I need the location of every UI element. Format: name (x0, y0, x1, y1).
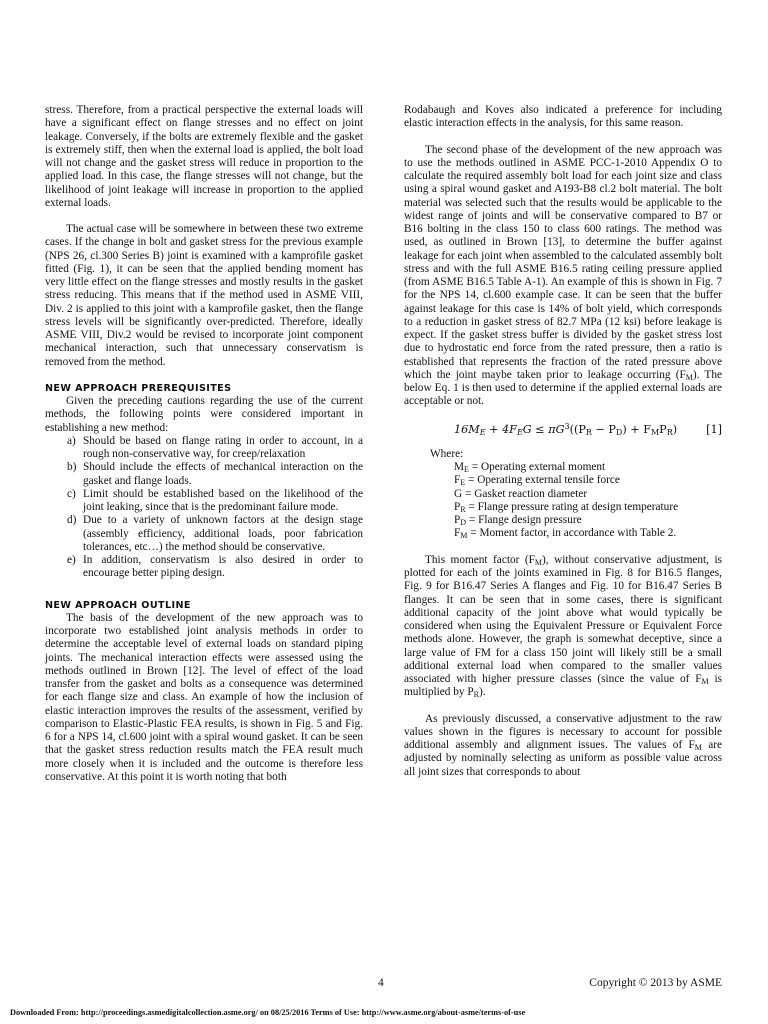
definition-item: $F_E$ = Operating external tensile force (454, 474, 620, 488)
list-label: e) (67, 554, 76, 566)
paragraph: Rodabaugh and Koves also indicated a preference for including elastic interaction effects in the analysis, for this same reason. (404, 104, 722, 130)
paragraph: stress. Therefore, from a practical perspective the external loads will have a significant effect on flange stresses and no effect on joint leakage. Conversely, if the bolts are extremely flexible and the gasket is extremely stiff, then when the external load is applied, the bolt load will not change and the gasket stress will reduce in proportion to the applied load. In this case, the flange stresses will not change, but the likelihood of joint leakage will increase in proportion to the applied external loads. (45, 104, 363, 209)
list-text: In addition, conservatism is also desired in order to encourage better piping design. (83, 554, 363, 580)
list-label: b) (67, 461, 77, 474)
list-item (67, 435, 363, 462)
definition-item: $P_D$ = Flange design pressure (454, 514, 582, 528)
list-item (67, 554, 363, 581)
definition-item: $M_E$ = Operating external moment (454, 461, 606, 474)
list-text: Limit should be established based on the likelihood of the joint leaking, since that is the predominant failure mode. (83, 487, 363, 513)
definition-item: $P_R$ = Flange pressure rating at design temperature (454, 500, 679, 514)
page-number: 4 (378, 977, 384, 989)
where-label: Where: (430, 447, 464, 460)
right-column (404, 104, 722, 779)
list-item (67, 488, 363, 515)
symbol-definitions (430, 461, 722, 541)
paragraph: As previously discussed, a conservative adjustment to the raw values shown in the figures is necessary to account for possible additional assembly and alignment issues. The values of $F_M$ are adjusted by nominally selecting as uniform as possible value across all joint sizes that corresponds to about (404, 712, 722, 778)
list-label: d) (67, 514, 77, 527)
equation-number: [1] (706, 422, 722, 436)
left-column (45, 104, 363, 784)
equation-1 (404, 423, 722, 436)
definition-item: $F_M$ = Moment factor, in accordance with Table 2. (454, 527, 677, 541)
definition-item: G = Gasket reaction diameter (454, 487, 588, 500)
list-label: c) (67, 487, 76, 500)
section-heading-outline: NEW APPROACH OUTLINE (45, 599, 191, 611)
paragraph: Given the preceding cautions regarding the use of the current methods, the following points were considered important in establishing a new method: (45, 395, 363, 434)
paragraph: This moment factor $(F_M)$, without conservative adjustment, is plotted for each of the joints examined in Fig. 8 for B16.5 flanges, Fig. 9 for B16.47 Series A flanges and Fig. 10 for B16.47 Series B flanges. It can be seen that in some cases, there is significant additional capacity of the joint above what would typically be considered when using the Equivalent Pressure or Equivalent Force methods alone. However, the graph is somewhat deceptive, since a large value of FM for a class 150 joint will likely still be a small additional external load when compared to the smaller values associated with higher pressure classes (since the value of $F_M$ is multiplied by $P_R$). (404, 553, 722, 700)
where-block (404, 448, 722, 541)
list-text: Due to a variety of unknown factors at the design stage (assembly efficiency, additional loads, poor fabrication tolerances, etc…) the method should be conservative. (83, 514, 363, 553)
paragraph: The second phase of the development of the new approach was to use the methods outlined in ASME PCC-1-2010 Appendix O to calculate the required assembly bolt load for each joint size and class using a spiral wound gasket and A193-B8 cl.2 bolt material. The bolt material was selected such that the results would be applicable to the widest range of joints and will be conservative compared to B7 or B16 bolting in the class 150 to class 600 ratings. The method was used, as outlined in Brown [13], to determine the buffer against leakage for each joint when assembled to the calculated assembly bolt stress and with the full ASME B16.5 rating ceiling pressure applied (from ASME B16.5 Table A-1). An example of this is shown in Fig. 7 for the NPS 14, cl.600 example case. It can be seen that the buffer against leakage for this case is 14% of bolt yield, which corresponds to a reduction in gasket stress of 82.7 MPa (12 ksi) before leakage is expect. If the gasket stress buffer is divided by the gasket stress lost due to hydrostatic end force from the rated pressure, then a ratio is established that represents the fraction of the rated pressure above which the joint maybe taken prior to leakage occurring $(F_M)$. The below Eq. 1 is then used to determine if the applied external loads are acceptable or not. (404, 143, 722, 408)
section-heading-prerequisites: NEW APPROACH PREREQUISITES (45, 382, 232, 394)
list-text: Should be based on flange rating in order to account, in a rough non-conservative way, for creep/relaxation (83, 434, 363, 460)
copyright-notice: Copyright © 2013 by ASME (589, 977, 722, 989)
equation-formula: $16M_E + 4F_EG \le \pi G^3((P_R - P_D) + F_MP_R)$ (454, 421, 678, 437)
paragraph: The actual case will be somewhere in between these two extreme cases. If the change in bolt and gasket stress for the previous example (NPS 26, cl.300 Series B) joint is examined with a kamprofile gasket fitted (Fig. 1), it can be seen that the applied bending moment has very little effect on the flange stresses and mostly results in the gasket stress reducing. This means that if the method used in ASME VIII, Div. 2 is applied to this joint with a kamprofile gasket, then the flange stress levels will be significantly over-predicted. Therefore, ideally ASME VIII, Div.2 would be revised to incorporate joint component mechanical interaction, such that unnecessary conservatism is removed from the method. (45, 223, 363, 368)
list-text: Should include the effects of mechanical interaction on the gasket and flange loads. (83, 461, 363, 487)
list-label: a) (67, 434, 76, 447)
download-notice: Downloaded From: http://proceedings.asmedigitalcollection.asme.org/ on 08/25/2016 Terms of Use: http://www.asme.org/about-asme/terms-of-use (10, 1008, 526, 1017)
list-item (67, 514, 363, 554)
paragraph: The basis of the development of the new approach was to incorporate two established joint analysis methods in order to determine the acceptable level of external loads on standard piping joints. The mechanical interaction effects were assessed using the methods outlined in Brown [12]. The level of effect of the load transfer from the gasket and bolts as a consequence was determined for each flange size and class. An example of how the inclusion of elastic interaction improves the results of the assessment, verified by comparison to Elastic-Plastic FEA results, is shown in Fig. 5 and Fig. 6 for a NPS 14, cl.600 joint with a spiral wound gasket. It can be seen that the gasket stress reduction results match the FEA result much more closely when it is included and the outcome is therefore less conservative. At this point it is worth noting that both (45, 611, 363, 783)
list-item (67, 461, 363, 488)
prerequisites-list (45, 435, 363, 581)
